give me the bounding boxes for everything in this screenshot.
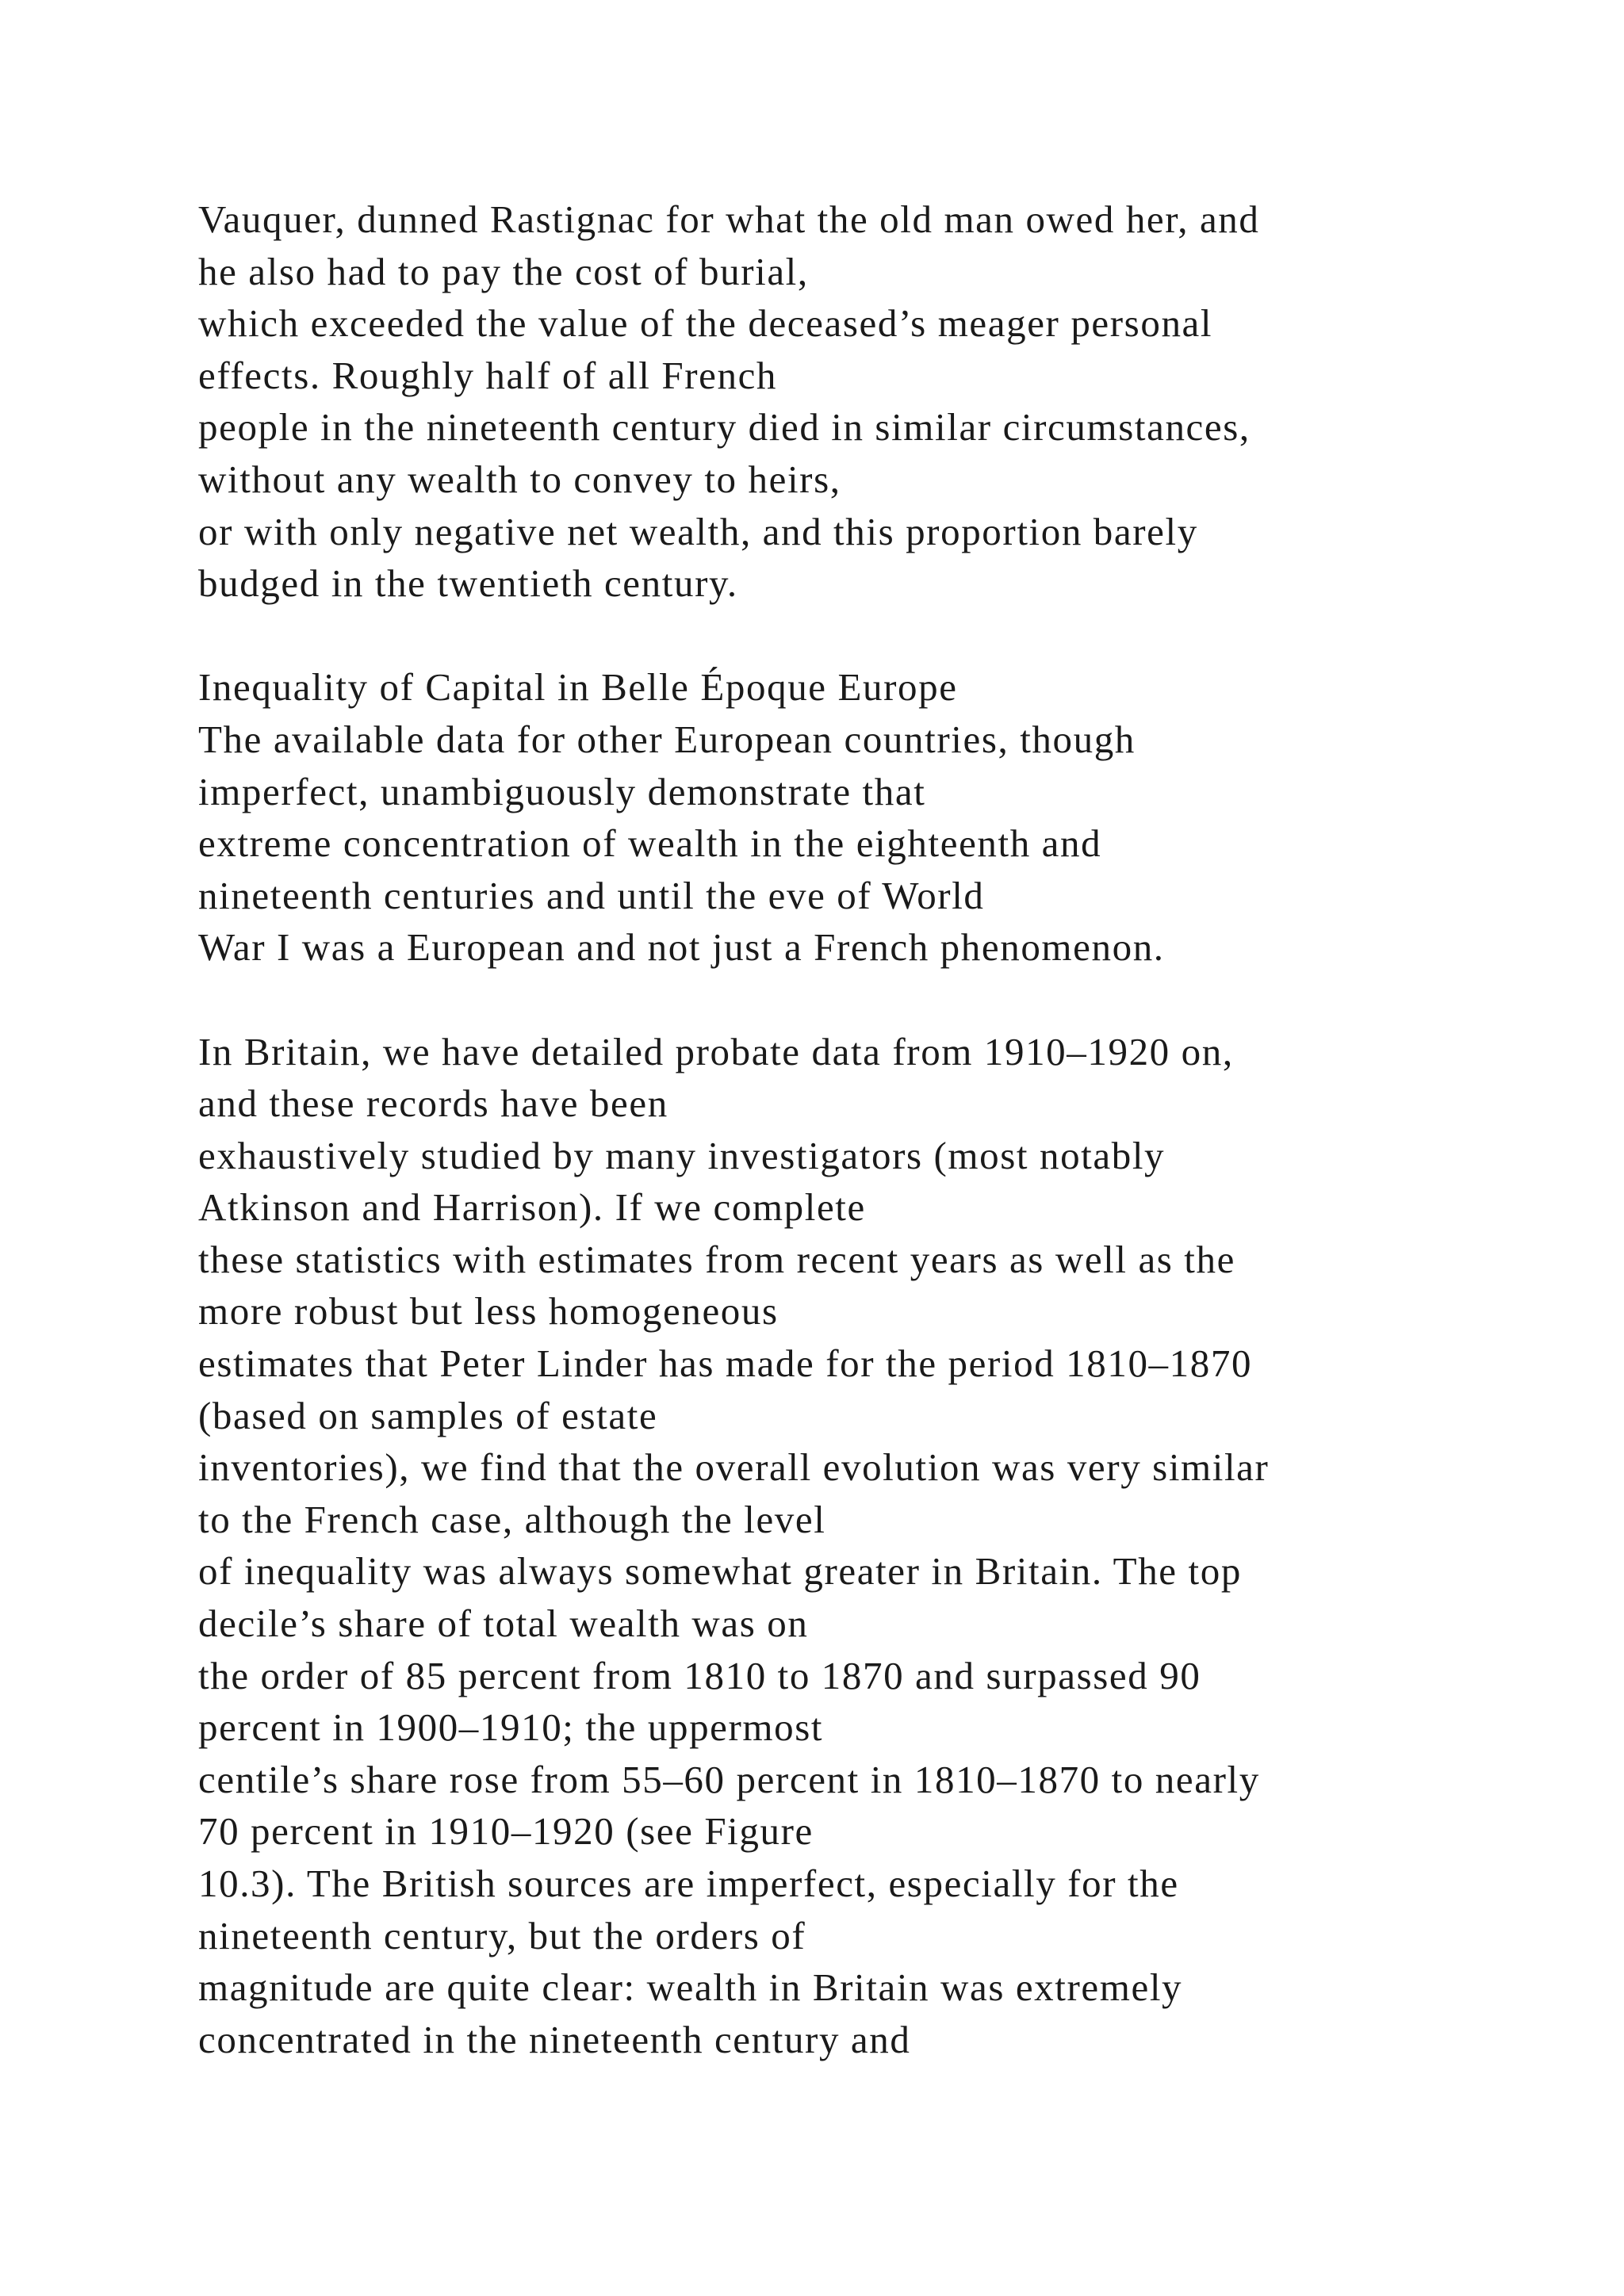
text-line: imperfect, unambiguously demonstrate that [198,769,926,813]
paragraph-1 [198,193,1594,610]
text-line: centile’s share rose from 55–60 percent in 1810–1870 to nearly [198,1757,1260,1801]
section-heading: Inequality of Capital in Belle Époque Europe [198,665,958,710]
text-line: effects. Roughly half of all French [198,353,778,397]
text-line: decile’s share of total wealth was on [198,1601,809,1646]
text-line: 10.3). The British sources are imperfect, especially for the [198,1862,1179,1905]
text-line: The available data for other European countries, though [198,717,1136,761]
text-line: of inequality was always somewhat greater in Britain. The top [198,1549,1242,1594]
text-line: concentrated in the nineteenth century and [198,2017,911,2061]
paragraph-break [198,610,1594,662]
text-line: Atkinson and Harrison). If we complete [198,1185,866,1230]
text-line: estimates that Peter Linder has made for the period 1810–1870 [198,1341,1253,1386]
paragraph-break [198,974,1594,1026]
text-line: exhaustively studied by many investigators (most notably [198,1133,1166,1177]
text-line: or with only negative net wealth, and this proportion barely [198,509,1198,553]
text-line: (based on samples of estate [198,1393,658,1437]
paragraph-2 [198,661,1594,974]
text-line: more robust but less homogeneous [198,1289,779,1334]
text-line: 70 percent in 1910–1920 (see Figure [198,1809,814,1854]
text-line: these statistics with estimates from recent years as well as the [198,1237,1235,1281]
text-line: inventories), we find that the overall evolution was very similar [198,1445,1270,1490]
text-line: budged in the twentieth century. [198,561,738,606]
text-line: percent in 1900–1910; the uppermost [198,1705,824,1750]
text-line: magnitude are quite clear: wealth in Britain was extremely [198,1965,1183,2010]
text-line: which exceeded the value of the deceased’s meager personal [198,301,1213,346]
document-page [198,193,1594,2065]
text-line: nineteenth centuries and until the eve of World [198,873,985,917]
text-line: without any wealth to convey to heirs, [198,457,841,501]
text-line: the order of 85 percent from 1810 to 1870 and surpassed 90 [198,1653,1201,1697]
text-line: nineteenth century, but the orders of [198,1913,806,1957]
text-line: and these records have been [198,1081,668,1126]
text-line: he also had to pay the cost of burial, [198,249,809,293]
text-line: Vauquer, dunned Rastignac for what the old man owed her, and [198,197,1260,241]
text-line: extreme concentration of wealth in the eighteenth and [198,821,1102,866]
text-line: to the French case, although the level [198,1497,826,1541]
text-line: In Britain, we have detailed probate data from 1910–1920 on, [198,1029,1234,1073]
paragraph-3 [198,1026,1594,2066]
text-line: War I was a European and not just a French phenomenon. [198,925,1165,970]
text-line: people in the nineteenth century died in similar circumstances, [198,405,1251,450]
